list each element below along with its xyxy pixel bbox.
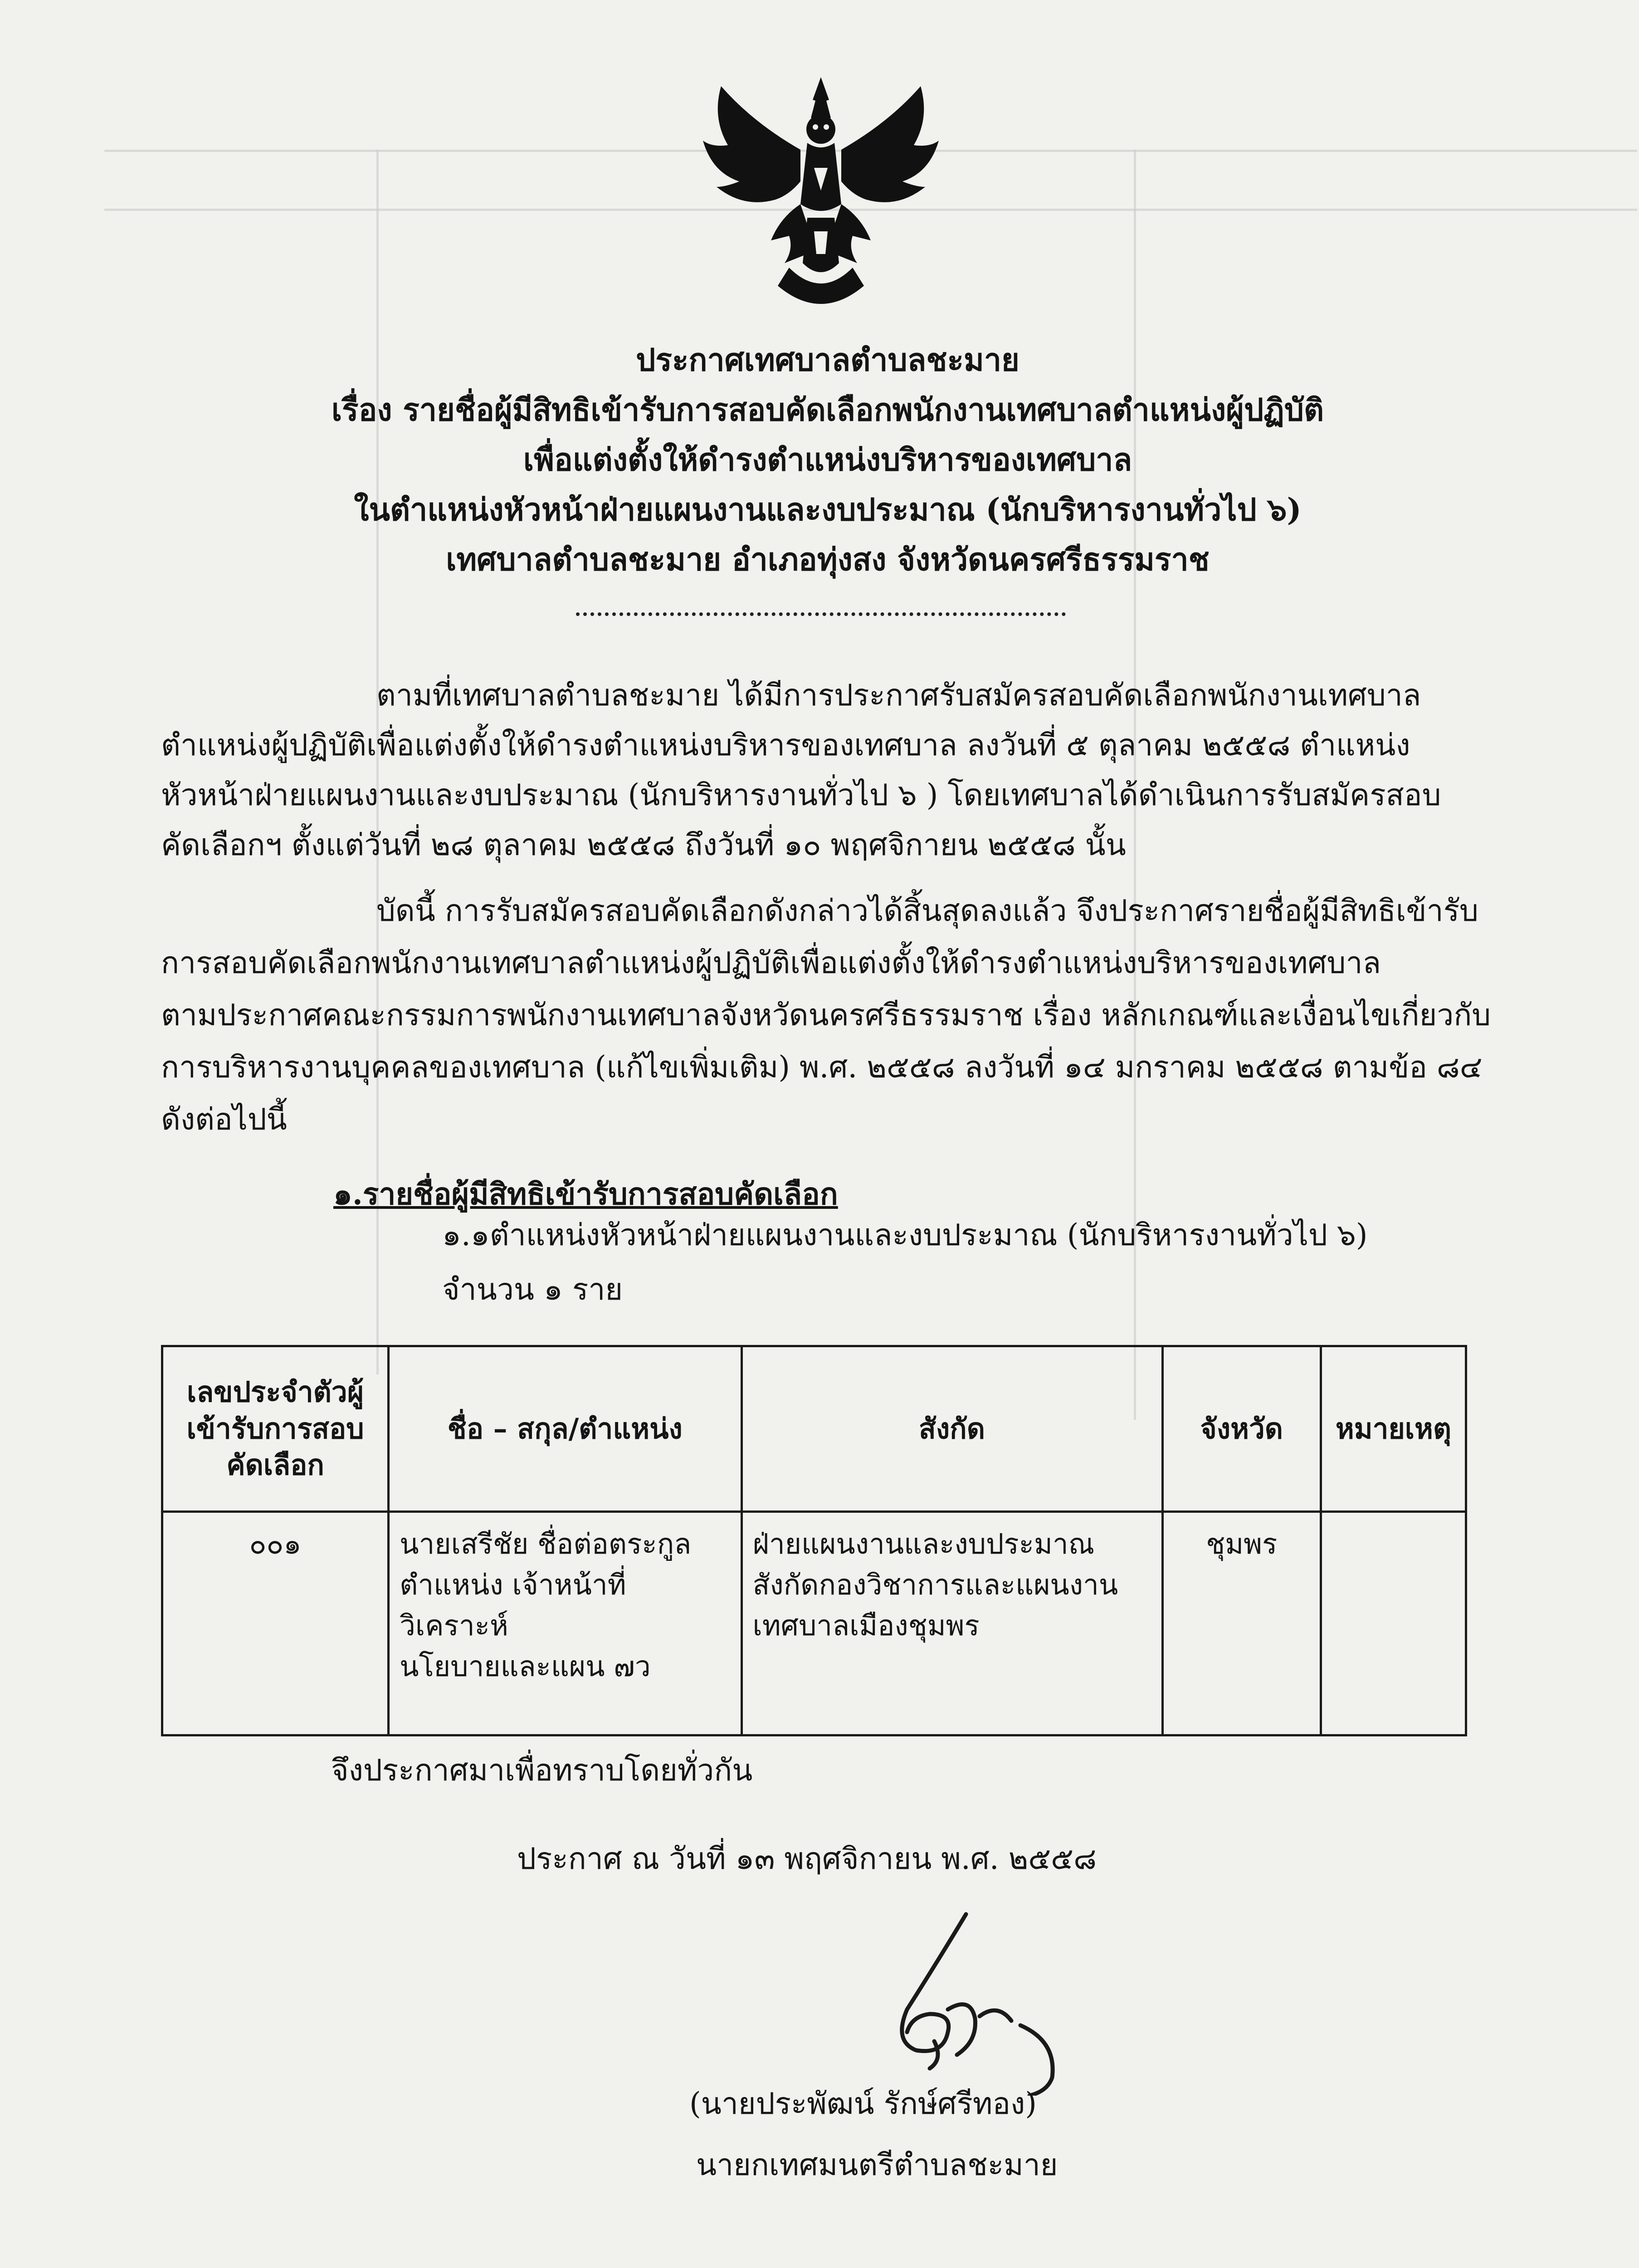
announcement-heading	[136, 342, 1519, 599]
column-header-name: ชื่อ – สกุล/ตำแหน่ง	[389, 1346, 741, 1512]
section-1-subheading: ๑.๑ตำแหน่งหัวหน้าฝ่ายแผนงานและงบประมาณ (นักบริหารงานทั่วไป ๖)	[442, 1217, 1368, 1252]
candidate-id-cell: ๐๐๑	[162, 1512, 389, 1735]
affiliation-line-2: สังกัดกองวิชาการและแผนงาน	[752, 1568, 1118, 1601]
paragraph-2-line-2: การสอบคัดเลือกพนักงานเทศบาลตำแหน่งผู้ปฏิบัติเพื่อแต่งตั้งให้ดำรงตำแหน่งบริหารของเทศบาล	[161, 945, 1381, 980]
candidate-remark-cell	[1321, 1512, 1466, 1735]
heading-line-5: เทศบาลตำบลชะมาย อำเภอทุ่งสง จังหวัดนครศรีธรรมราช	[446, 542, 1210, 578]
candidate-position-line-1: ตำแหน่ง เจ้าหน้าที่วิเคราะห์	[400, 1568, 626, 1642]
candidate-name: นายเสรีชัย ชื่อต่อตระกูล	[400, 1527, 692, 1560]
candidate-affiliation-cell	[741, 1512, 1162, 1735]
table-header-row	[162, 1346, 1466, 1512]
paragraph-1-line-3: หัวหน้าฝ่ายแผนงานและงบประมาณ (นักบริหารงานทั่วไป ๖ ) โดยเทศบาลได้ดำเนินการรับสมัครสอบ	[161, 777, 1441, 812]
heading-line-1: ประกาศเทศบาลตำบลชะมาย	[636, 342, 1019, 378]
header-id-line-3: คัดเลือก	[226, 1448, 324, 1482]
column-header-affiliation: สังกัด	[741, 1346, 1162, 1512]
column-header-candidate-id	[162, 1346, 389, 1512]
candidate-position-line-2: นโยบายและแผน ๗ว	[400, 1649, 651, 1683]
paragraph-2-line-5: ดังต่อไปนี้	[161, 1102, 287, 1137]
table-row	[162, 1512, 1466, 1735]
garuda-emblem-icon	[685, 68, 957, 322]
closing-notice: จึงประกาศมาเพื่อทราบโดยทั่วกัน	[331, 1753, 753, 1788]
header-id-line-1: เลขประจำตัวผู้	[187, 1375, 364, 1409]
paragraph-2-line-1: บัดนี้ การรับสมัครสอบคัดเลือกดังกล่าวได้สิ้นสุดลงแล้ว จึงประกาศรายชื่อผู้มีสิทธิเข้ารับ	[376, 893, 1478, 928]
column-header-province: จังหวัด	[1162, 1346, 1321, 1512]
paragraph-1-line-1: ตามที่เทศบาลตำบลชะมาย ได้มีการประกาศรับสมัครสอบคัดเลือกพนักงานเทศบาล	[376, 678, 1421, 713]
heading-line-3: เพื่อแต่งตั้งให้ดำรงตำแหน่งบริหารของเทศบาล	[523, 442, 1132, 478]
section-1-count: จำนวน ๑ ราย	[442, 1272, 623, 1307]
candidate-name-cell	[389, 1512, 741, 1735]
candidate-province-cell: ชุมพร	[1162, 1512, 1321, 1735]
candidate-table	[161, 1345, 1467, 1736]
separator-dots	[576, 612, 1066, 616]
announcement-date: ประกาศ ณ วันที่ ๑๓ พฤศจิกายน พ.ศ. ๒๕๕๘	[517, 1841, 1097, 1876]
paragraph-1-line-4: คัดเลือกฯ ตั้งแต่วันที่ ๒๘ ตุลาคม ๒๕๕๘ ถึงวันที่ ๑๐ พฤศจิกายน ๒๕๕๘ นั้น	[161, 827, 1126, 862]
heading-line-4: ในตำแหน่งหัวหน้าฝ่ายแผนงานและงบประมาณ (นักบริหารงานทั่วไป ๖)	[354, 492, 1302, 528]
header-id-line-2: เข้ารับการสอบ	[186, 1412, 364, 1445]
paragraph-2-line-3: ตามประกาศคณะกรรมการพนักงานเทศบาลจังหวัดนครศรีธรรมราช เรื่อง หลักเกณฑ์และเงื่อนไขเกี่ยวกับ	[161, 997, 1491, 1032]
section-1-heading: ๑.รายชื่อผู้มีสิทธิเข้ารับการสอบคัดเลือก	[333, 1176, 838, 1212]
handwritten-signature	[839, 1905, 1093, 2096]
paragraph-2-line-4: การบริหารงานบุคคลของเทศบาล (แก้ไขเพิ่มเติม) พ.ศ. ๒๕๕๘ ลงวันที่ ๑๔ มกราคม ๒๕๕๘ ตามข้อ ๘๔	[161, 1050, 1483, 1085]
affiliation-line-3: เทศบาลเมืองชุมพร	[752, 1608, 980, 1642]
signatory-name: (นายประพัฒน์ รักษ์ศรีทอง)	[689, 2086, 1037, 2121]
paragraph-1-line-2: ตำแหน่งผู้ปฏิบัติเพื่อแต่งตั้งให้ดำรงตำแหน่งบริหารของเทศบาล ลงวันที่ ๕ ตุลาคม ๒๕๕๘ ตำแหน่ง	[161, 728, 1410, 763]
heading-line-2: เรื่อง รายชื่อผู้มีสิทธิเข้ารับการสอบคัดเลือกพนักงานเทศบาลตำแหน่งผู้ปฏิบัติ	[331, 392, 1324, 428]
signatory-position: นายกเทศมนตรีตำบลชะมาย	[696, 2147, 1058, 2182]
affiliation-line-1: ฝ่ายแผนงานและงบประมาณ	[752, 1527, 1095, 1560]
column-header-remark: หมายเหตุ	[1321, 1346, 1466, 1512]
